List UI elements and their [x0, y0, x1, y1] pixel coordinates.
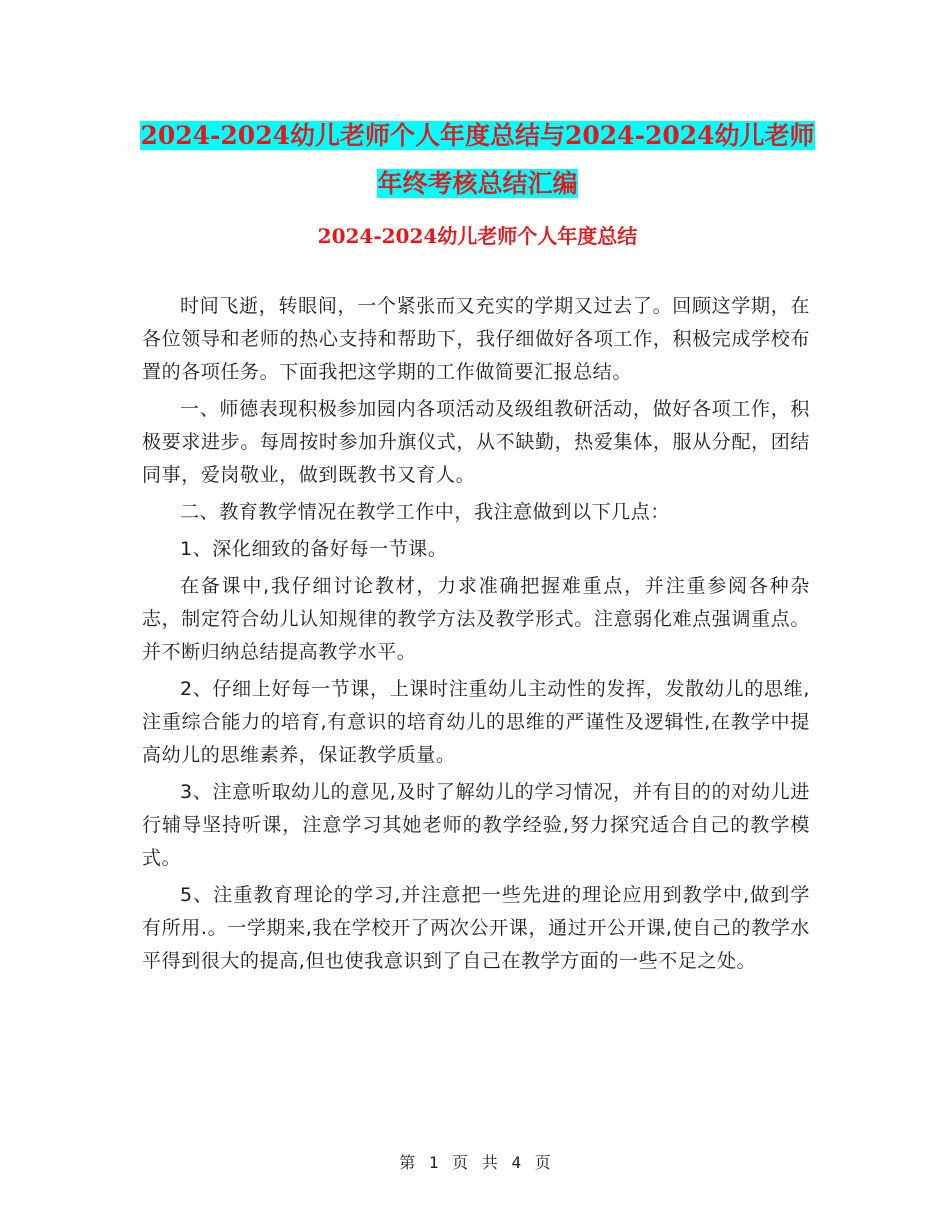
paragraph: 1、深化细致的备好每一节课。	[180, 538, 448, 560]
paragraph: 2、仔细上好每一节课，上课时注重幼儿主动性的发挥，发散幼儿的思维,注重综合能力的培育,有意识的培育幼儿的思维的严谨性及逻辑性,在教学中提高幼儿的思维素养，保证教学质量。	[142, 678, 810, 766]
document-title	[140, 112, 815, 208]
page-number-footer: 第 1 页 共 4 页	[399, 1153, 551, 1172]
paragraph: 二、教育教学情况在教学工作中，我注意做到以下几点：	[180, 501, 671, 523]
document-title-text: 2024-2024幼儿老师个人年度总结与2024-2024幼儿老师年终考核总结汇编	[140, 121, 815, 198]
paragraph: 5、注重教育理论的学习,并注意把一些先进的理论应用到教学中,做到学有所用.。一学期来,我在学校开了两次公开课，通过开公开课,使自己的教学水平得到很大的提高,但也使我意识到了自己在教学方面的一些不足之处。	[142, 884, 810, 972]
paragraph: 在备课中,我仔细讨论教材，力求准确把握难重点，并注重参阅各种杂志，制定符合幼儿认知规律的教学方法及教学形式。注意弱化难点强调重点。并不断归纳总结提高教学水平。	[142, 575, 810, 663]
paragraph: 3、注意听取幼儿的意见,及时了解幼儿的学习情况，并有目的的对幼儿进行辅导坚持听课，注意学习其她老师的教学经验,努力探究适合自己的教学模式。	[142, 781, 810, 869]
section-title: 2024-2024幼儿老师个人年度总结	[317, 224, 638, 248]
paragraph: 时间飞逝，转眼间，一个紧张而又充实的学期又过去了。回顾这学期，在各位领导和老师的热心支持和帮助下，我仔细做好各项工作，积极完成学校布置的各项任务。下面我把这学期的工作做简要汇报总结。	[142, 295, 810, 383]
document-body	[142, 290, 810, 982]
paragraph: 一、师德表现积极参加园内各项活动及级组教研活动，做好各项工作，积极要求进步。每周按时参加升旗仪式，从不缺勤，热爱集体，服从分配，团结同事，爱岗敬业，做到既教书又育人。	[142, 398, 810, 486]
